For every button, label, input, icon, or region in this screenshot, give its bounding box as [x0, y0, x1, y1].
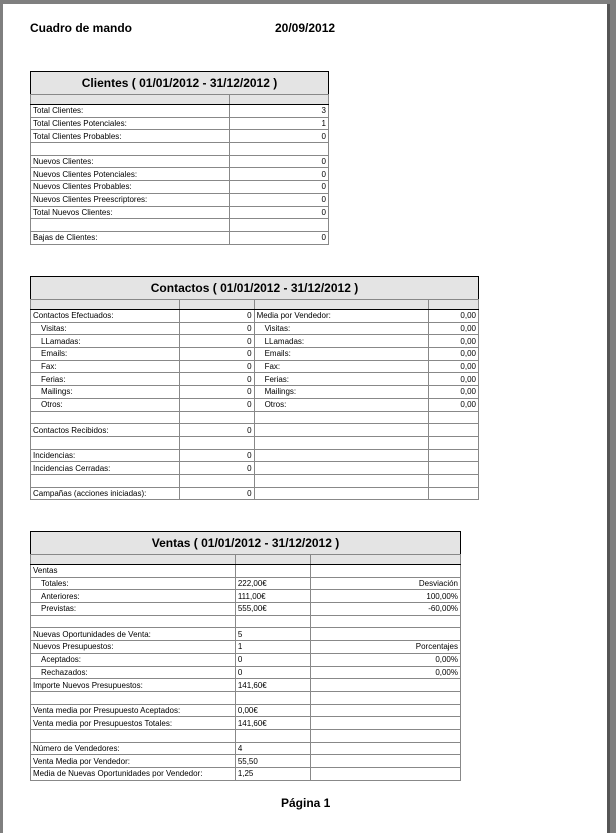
row-value — [235, 615, 310, 628]
row-label: Importe Nuevos Presupuestos: — [31, 679, 236, 692]
row-value-avg: 0,00 — [429, 348, 479, 361]
row-label: Aceptados: — [31, 653, 236, 666]
row-label: Mailings: — [31, 386, 180, 399]
row-label: Nuevas Oportunidades de Venta: — [31, 628, 236, 641]
row-value: 5 — [235, 628, 310, 641]
row-value: 0 — [179, 487, 254, 500]
report-date: 20/09/2012 — [275, 21, 336, 35]
table-row — [31, 105, 329, 118]
row-label-avg: Mailings: — [254, 386, 429, 399]
table-row — [31, 206, 329, 219]
row-value-avg: 0,00 — [429, 310, 479, 323]
row-value — [235, 691, 310, 704]
row-extra: -60,00% — [310, 603, 460, 616]
row-label-avg: Otros: — [254, 398, 429, 411]
table-row — [31, 436, 479, 449]
row-value: 0 — [235, 653, 310, 666]
row-label — [31, 691, 236, 704]
table-row — [31, 310, 479, 323]
row-label-avg: Visitas: — [254, 322, 429, 335]
table-row — [31, 590, 461, 603]
table-row — [31, 398, 479, 411]
row-value — [179, 411, 254, 424]
row-label: Número de Vendedores: — [31, 742, 236, 755]
row-extra — [310, 755, 460, 768]
row-label-avg: Ferias: — [254, 373, 429, 386]
row-value: 222,00€ — [235, 577, 310, 590]
row-value: 3 — [229, 105, 328, 118]
table-row — [31, 487, 479, 500]
row-label: Venta Media por Vendedor: — [31, 755, 236, 768]
page-number: Página 1 — [281, 796, 331, 810]
row-label: Nuevos Clientes Probables: — [31, 181, 230, 194]
row-value: 111,00€ — [235, 590, 310, 603]
contactos-table — [30, 276, 479, 500]
row-value — [229, 219, 328, 232]
table-row — [31, 462, 479, 475]
row-label-avg — [254, 411, 429, 424]
row-value-avg: 0,00 — [429, 373, 479, 386]
row-value: 0 — [179, 348, 254, 361]
row-value: 0 — [179, 424, 254, 437]
row-label: Emails: — [31, 348, 180, 361]
row-value: 1 — [229, 117, 328, 130]
table-row — [31, 474, 479, 487]
table-row — [31, 231, 329, 244]
row-value: 0 — [179, 398, 254, 411]
row-value: 0,00€ — [235, 704, 310, 717]
clientes-title: Clientes ( 01/01/2012 - 31/12/2012 ) — [31, 72, 329, 95]
row-value-avg — [429, 424, 479, 437]
table-row — [31, 360, 479, 373]
row-label: Nuevos Clientes Potenciales: — [31, 168, 230, 181]
row-extra — [310, 565, 460, 578]
row-label — [31, 219, 230, 232]
row-value: 0 — [179, 360, 254, 373]
table-row — [31, 117, 329, 130]
row-value: 141,60€ — [235, 679, 310, 692]
row-label: Total Clientes: — [31, 105, 230, 118]
row-label: Incidencias: — [31, 449, 180, 462]
row-value-avg — [429, 462, 479, 475]
row-label — [31, 436, 180, 449]
row-label: Totales: — [31, 577, 236, 590]
row-value — [229, 143, 328, 156]
row-value — [179, 436, 254, 449]
row-label: Rechazados: — [31, 666, 236, 679]
row-label: Total Clientes Potenciales: — [31, 117, 230, 130]
row-value: 0 — [229, 155, 328, 168]
row-value: 0 — [229, 181, 328, 194]
row-label: Campañas (acciones iniciadas): — [31, 487, 180, 500]
row-extra — [310, 679, 460, 692]
table-row — [31, 424, 479, 437]
row-label: Visitas: — [31, 322, 180, 335]
row-label: Nuevos Clientes Preescriptores: — [31, 193, 230, 206]
row-value-avg: 0,00 — [429, 335, 479, 348]
row-label: Venta media por Presupuesto Aceptados: — [31, 704, 236, 717]
row-label: Media de Nuevas Oportunidades por Vendedor: — [31, 768, 236, 781]
ventas-table — [30, 531, 461, 781]
row-extra — [310, 768, 460, 781]
row-label: Previstas: — [31, 603, 236, 616]
row-value-avg — [429, 449, 479, 462]
row-label: Ventas — [31, 565, 236, 578]
row-label: Bajas de Clientes: — [31, 231, 230, 244]
table-row — [31, 143, 329, 156]
table-row — [31, 322, 479, 335]
row-value: 1 — [235, 641, 310, 654]
row-label-avg: Media por Vendedor: — [254, 310, 429, 323]
row-label: LLamadas: — [31, 335, 180, 348]
table-row — [31, 742, 461, 755]
row-value: 0 — [179, 310, 254, 323]
row-label-avg — [254, 462, 429, 475]
row-label-avg: LLamadas: — [254, 335, 429, 348]
table-row — [31, 717, 461, 730]
row-extra — [310, 742, 460, 755]
row-value-avg: 0,00 — [429, 322, 479, 335]
contactos-title: Contactos ( 01/01/2012 - 31/12/2012 ) — [31, 277, 479, 300]
row-value: 0 — [229, 231, 328, 244]
row-value: 0 — [179, 386, 254, 399]
row-value: 55,50 — [235, 755, 310, 768]
row-label — [31, 474, 180, 487]
table-row — [31, 666, 461, 679]
row-label: Anteriores: — [31, 590, 236, 603]
row-value — [235, 565, 310, 578]
row-value: 1,25 — [235, 768, 310, 781]
table-row — [31, 768, 461, 781]
row-value: 0 — [179, 462, 254, 475]
row-label — [31, 729, 236, 742]
row-extra: 0,00% — [310, 653, 460, 666]
row-label: Total Clientes Probables: — [31, 130, 230, 143]
table-row — [31, 449, 479, 462]
table-row — [31, 755, 461, 768]
table-row — [31, 565, 461, 578]
row-label: Contactos Recibidos: — [31, 424, 180, 437]
row-extra — [310, 615, 460, 628]
table-row — [31, 168, 329, 181]
row-label-avg: Fax: — [254, 360, 429, 373]
row-value-avg: 0,00 — [429, 386, 479, 399]
row-value-avg — [429, 474, 479, 487]
row-label — [31, 615, 236, 628]
report-page — [3, 4, 607, 833]
table-row — [31, 691, 461, 704]
row-extra — [310, 691, 460, 704]
table-row — [31, 641, 461, 654]
row-value: 0 — [235, 666, 310, 679]
report-title: Cuadro de mando — [30, 21, 133, 35]
table-row — [31, 155, 329, 168]
table-row — [31, 193, 329, 206]
row-label-avg — [254, 436, 429, 449]
row-value-avg — [429, 436, 479, 449]
row-value: 0 — [229, 168, 328, 181]
row-extra — [310, 729, 460, 742]
row-value — [179, 474, 254, 487]
table-row — [31, 373, 479, 386]
row-value: 4 — [235, 742, 310, 755]
table-row — [31, 603, 461, 616]
table-row — [31, 181, 329, 194]
row-value: 0 — [179, 322, 254, 335]
row-extra: Desviación — [310, 577, 460, 590]
row-label-avg: Emails: — [254, 348, 429, 361]
row-label-avg — [254, 449, 429, 462]
table-row — [31, 653, 461, 666]
row-value-avg — [429, 487, 479, 500]
table-row — [31, 729, 461, 742]
table-row — [31, 335, 479, 348]
row-value: 0 — [179, 373, 254, 386]
table-row — [31, 679, 461, 692]
table-row — [31, 704, 461, 717]
row-value — [235, 729, 310, 742]
clientes-table — [30, 71, 329, 245]
row-value: 0 — [179, 449, 254, 462]
row-label: Venta media por Presupuestos Totales: — [31, 717, 236, 730]
table-row — [31, 348, 479, 361]
row-label: Fax: — [31, 360, 180, 373]
row-extra: 0,00% — [310, 666, 460, 679]
row-label: Total Nuevos Clientes: — [31, 206, 230, 219]
table-row — [31, 411, 479, 424]
row-extra — [310, 628, 460, 641]
row-label: Otros: — [31, 398, 180, 411]
row-label — [31, 143, 230, 156]
row-label: Contactos Efectuados: — [31, 310, 180, 323]
row-value-avg: 0,00 — [429, 360, 479, 373]
row-label: Incidencias Cerradas: — [31, 462, 180, 475]
row-value: 0 — [229, 193, 328, 206]
row-label: Nuevos Clientes: — [31, 155, 230, 168]
ventas-title: Ventas ( 01/01/2012 - 31/12/2012 ) — [31, 532, 461, 555]
row-value: 0 — [179, 335, 254, 348]
table-row — [31, 219, 329, 232]
table-row — [31, 386, 479, 399]
row-value: 0 — [229, 206, 328, 219]
row-label — [31, 411, 180, 424]
row-extra: 100,00% — [310, 590, 460, 603]
row-value: 555,00€ — [235, 603, 310, 616]
table-row — [31, 130, 329, 143]
row-label-avg — [254, 424, 429, 437]
row-value: 141,60€ — [235, 717, 310, 730]
row-value-avg — [429, 411, 479, 424]
row-label-avg — [254, 487, 429, 500]
row-label: Ferias: — [31, 373, 180, 386]
row-extra — [310, 717, 460, 730]
row-extra: Porcentajes — [310, 641, 460, 654]
table-row — [31, 615, 461, 628]
table-row — [31, 577, 461, 590]
row-extra — [310, 704, 460, 717]
row-value-avg: 0,00 — [429, 398, 479, 411]
row-value: 0 — [229, 130, 328, 143]
table-row — [31, 628, 461, 641]
row-label-avg — [254, 474, 429, 487]
row-label: Nuevos Presupuestos: — [31, 641, 236, 654]
